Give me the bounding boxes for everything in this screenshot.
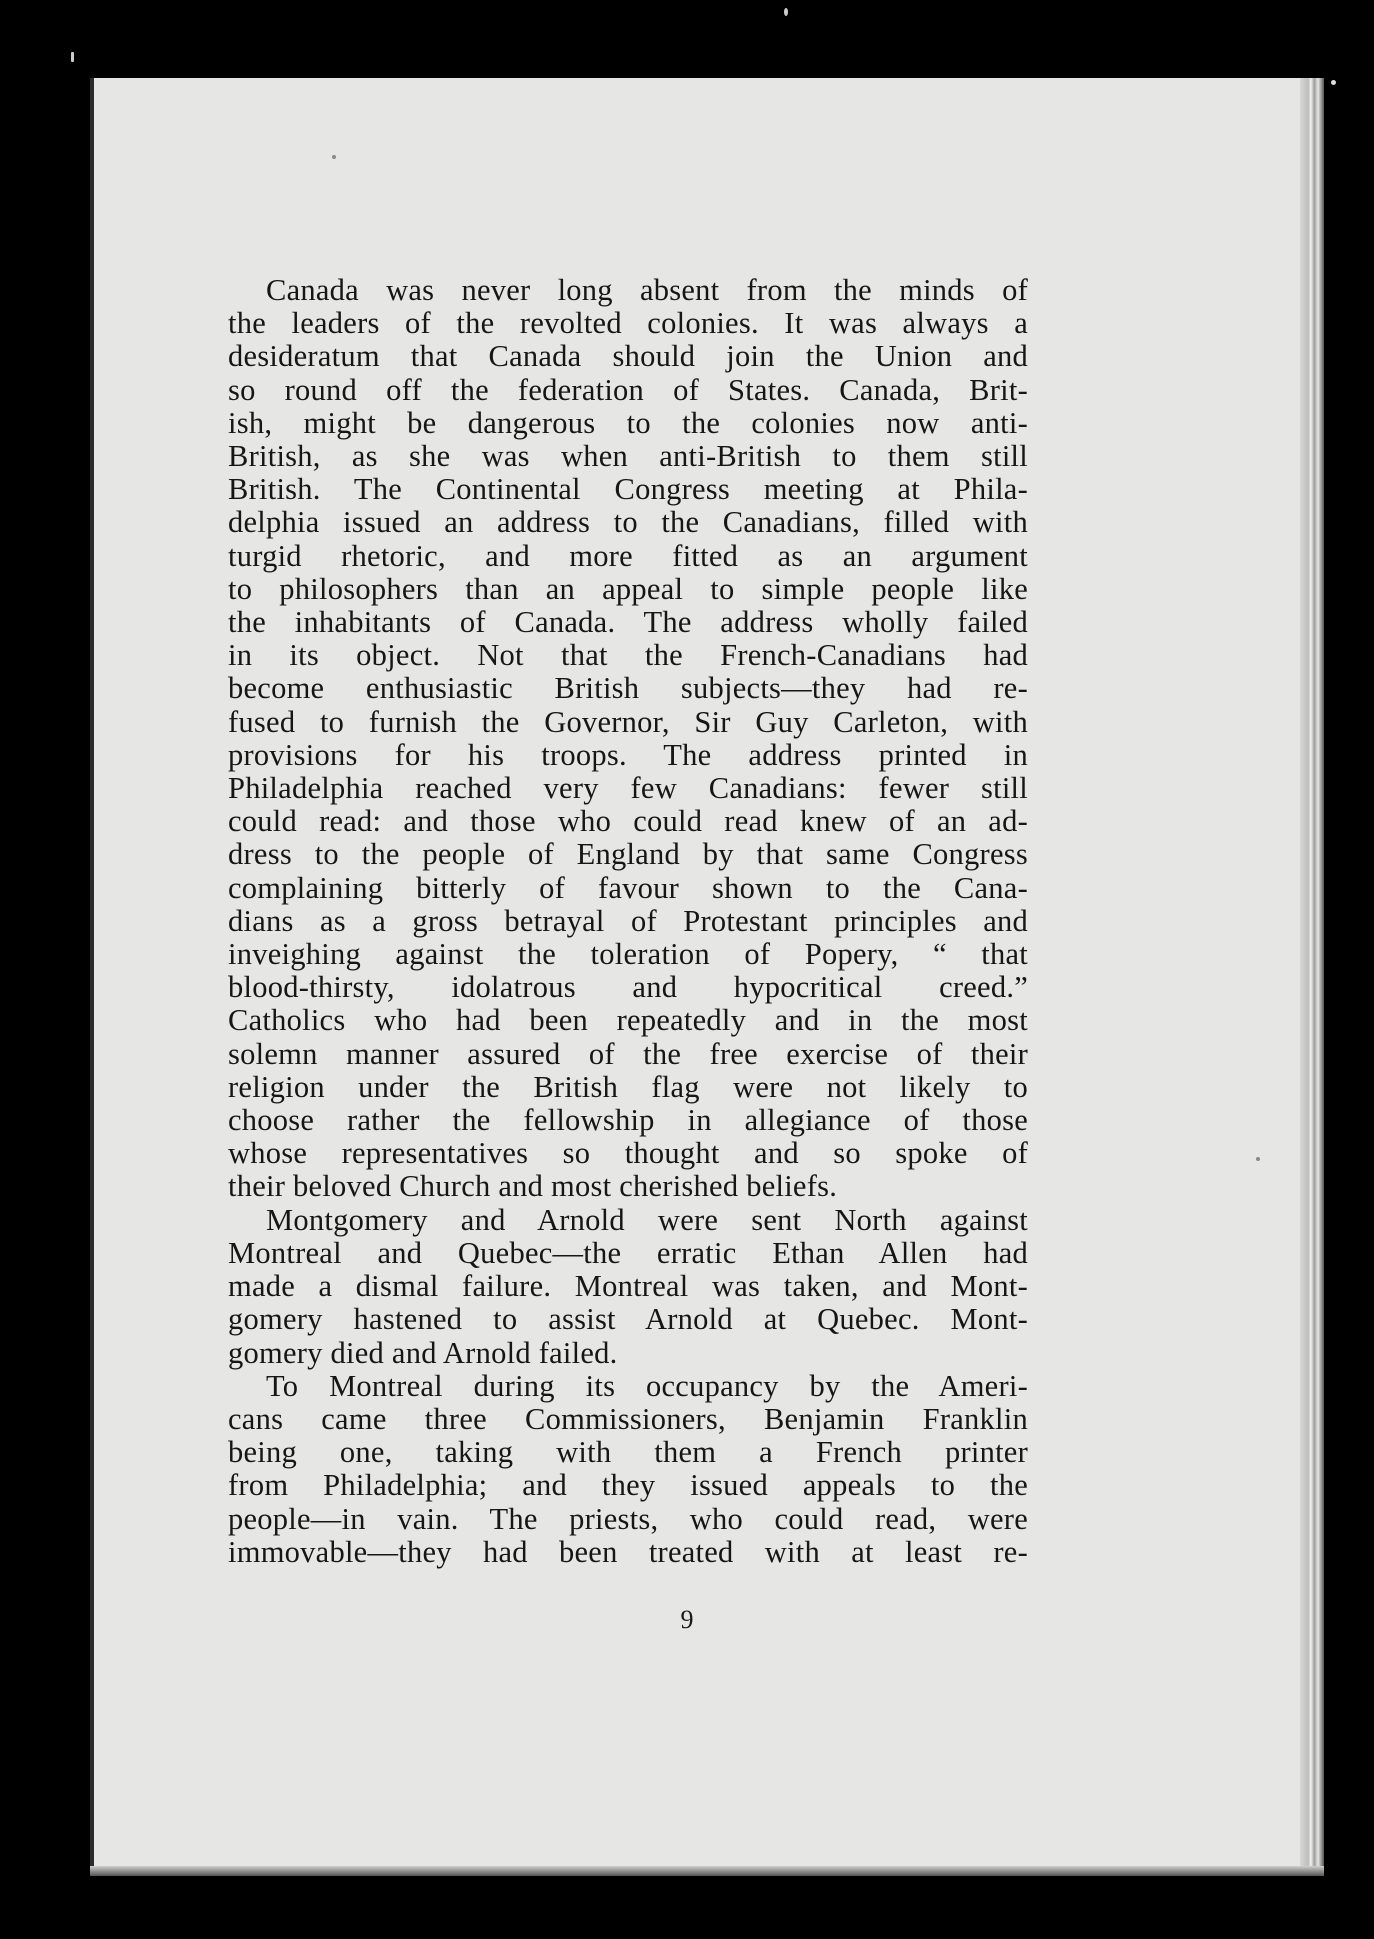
page-edge-bottom xyxy=(90,1866,1324,1876)
text-line: cans came three Commissioners, Benjamin Franklin xyxy=(228,1401,1028,1436)
text-line: Canada was never long absent from the minds of xyxy=(266,273,1028,307)
text-line: inveighing against the toleration of Popery, “ that xyxy=(228,937,1028,972)
text-line: made a dismal failure. Montreal was taken, and Mont- xyxy=(228,1269,1028,1304)
page-edge-right xyxy=(1300,78,1324,1873)
scan-speck xyxy=(332,155,336,159)
text-line: their beloved Church and most cherished beliefs. xyxy=(228,1169,838,1204)
text-line: ish, might be dangerous to the colonies now anti- xyxy=(228,405,1028,440)
scan-speck xyxy=(1256,1157,1260,1161)
text-line: delphia issued an address to the Canadians, filled with xyxy=(228,505,1028,540)
text-line: fused to furnish the Governor, Sir Guy Carleton, with xyxy=(228,704,1028,739)
scan-speck xyxy=(1331,80,1336,85)
text-line: Montreal and Quebec—the erratic Ethan Allen had xyxy=(228,1235,1028,1270)
text-line: people—in vain. The priests, who could read, were xyxy=(228,1501,1028,1536)
scan-speck xyxy=(71,52,74,62)
text-line: could read: and those who could read knew of an ad- xyxy=(228,804,1028,839)
text-line: choose rather the fellowship in allegiance of those xyxy=(228,1103,1028,1138)
text-line: solemn manner assured of the free exercise of their xyxy=(228,1036,1028,1071)
text-line: complaining bitterly of favour shown to the Cana- xyxy=(228,870,1028,905)
text-line: religion under the British flag were not likely to xyxy=(228,1069,1028,1104)
text-line: the inhabitants of Canada. The address wholly failed xyxy=(228,605,1028,640)
text-line: gomery died and Arnold failed. xyxy=(228,1335,618,1370)
page-number: 9 xyxy=(680,1605,694,1634)
text-line: so round off the federation of States. Canada, Brit- xyxy=(228,372,1028,407)
body-text xyxy=(228,274,1028,1569)
text-line: British, as she was when anti-British to them still xyxy=(228,439,1028,474)
text-line: the leaders of the revolted colonies. It was always a xyxy=(228,306,1028,341)
text-line: desideratum that Canada should join the Union and xyxy=(228,339,1028,374)
text-line: British. The Continental Congress meeting at Phila- xyxy=(228,472,1028,507)
text-line: provisions for his troops. The address printed in xyxy=(228,737,1028,772)
text-line: turgid rhetoric, and more fitted as an argument xyxy=(228,538,1028,573)
text-line: Philadelphia reached very few Canadians: fewer still xyxy=(228,771,1028,806)
text-line: to philosophers than an appeal to simple people like xyxy=(228,571,1028,606)
text-line: become enthusiastic British subjects—they had re- xyxy=(228,671,1028,706)
text-line: whose representatives so thought and so spoke of xyxy=(228,1136,1028,1171)
text-line: To Montreal during its occupancy by the Ameri- xyxy=(266,1368,1028,1403)
text-line: gomery hastened to assist Arnold at Quebec. Mont- xyxy=(228,1302,1028,1337)
scan-speck xyxy=(784,8,788,16)
paragraph xyxy=(228,274,1028,1204)
text-line: Catholics who had been repeatedly and in the most xyxy=(228,1003,1028,1038)
text-line: Montgomery and Arnold were sent North against xyxy=(266,1202,1028,1237)
text-line: dress to the people of England by that same Congress xyxy=(228,837,1028,872)
paragraph xyxy=(228,1204,1028,1370)
text-line: dians as a gross betrayal of Protestant principles and xyxy=(228,903,1028,938)
text-line: in its object. Not that the French-Canadians had xyxy=(228,638,1028,673)
text-line: immovable—they had been treated with at least re- xyxy=(228,1534,1028,1569)
paragraph xyxy=(228,1370,1028,1569)
text-line: from Philadelphia; and they issued appeals to the xyxy=(228,1468,1028,1503)
text-line: blood-thirsty, idolatrous and hypocritical creed.” xyxy=(228,970,1028,1005)
text-line: being one, taking with them a French printer xyxy=(228,1435,1028,1470)
